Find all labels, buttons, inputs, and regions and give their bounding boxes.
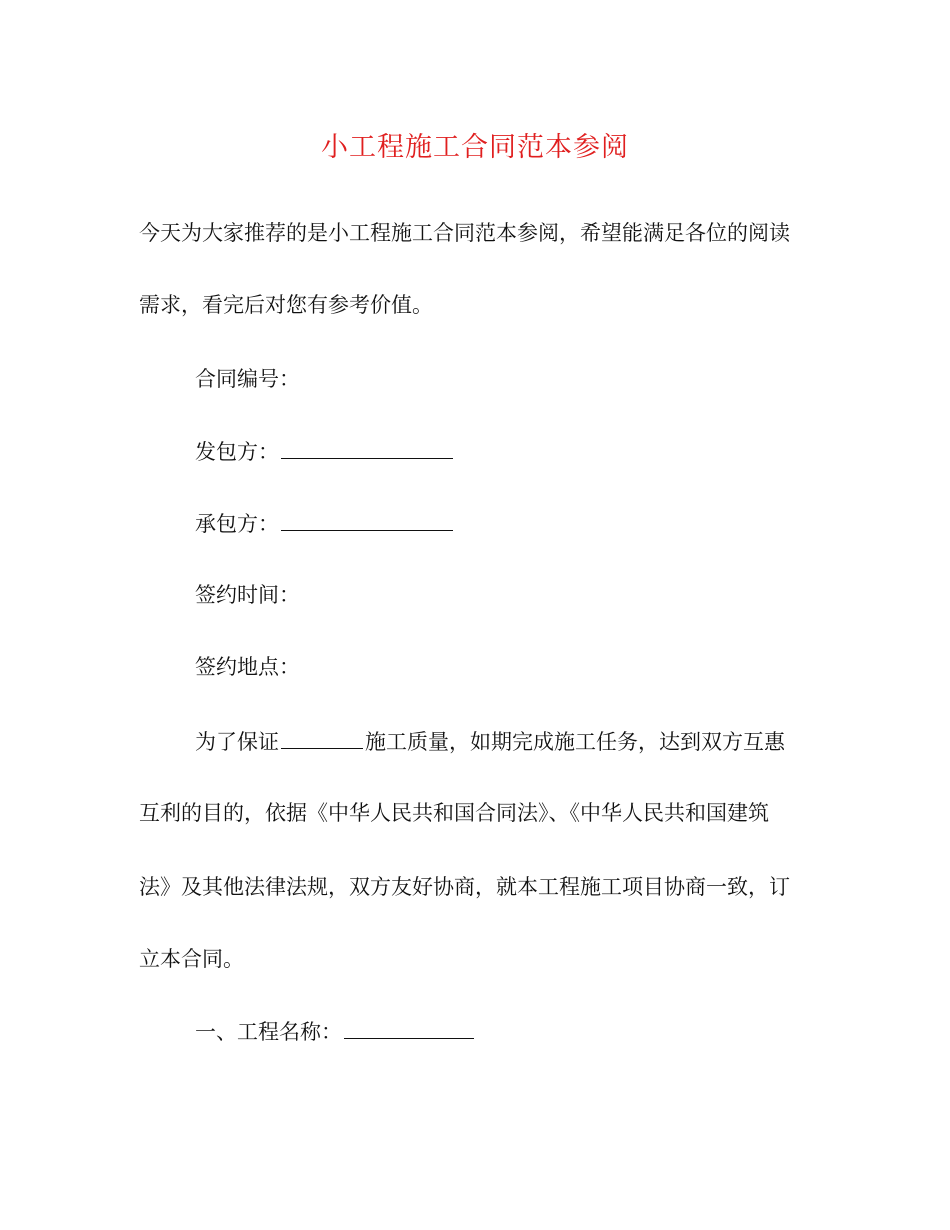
party-a-blank (281, 436, 453, 459)
section-1-row (195, 1016, 474, 1047)
party-b-row (195, 508, 453, 539)
project-name-blank (344, 1016, 474, 1039)
paragraph-1-line-4: 立本合同。 (139, 947, 244, 971)
paragraph-1-line-1 (195, 726, 785, 757)
sign-place-label: 签约地点： (195, 655, 300, 679)
paragraph-1-line-3: 法》及其他法律法规，双方友好协商，就本工程施工项目协商一致，订 (139, 875, 790, 899)
party-a-label: 发包方： (195, 440, 279, 464)
paragraph-1-line-2: 互利的目的，依据《中华人民共和国合同法》、《中华人民共和国建筑 (139, 801, 769, 825)
intro-line-1: 今天为大家推荐的是小工程施工合同范本参阅，希望能满足各位的阅读 (139, 221, 790, 245)
party-b-blank (281, 508, 453, 531)
project-blank (281, 726, 363, 749)
document-title: 小工程施工合同范本参阅 (321, 132, 629, 163)
party-a-row (195, 436, 453, 467)
section-1-label: 一、工程名称： (195, 1020, 342, 1044)
party-b-label: 承包方： (195, 512, 279, 536)
paragraph-1-line-1-start: 为了保证 (195, 730, 279, 754)
sign-time-label: 签约时间： (195, 583, 300, 607)
intro-line-2: 需求，看完后对您有参考价值。 (139, 293, 433, 317)
contract-number-label: 合同编号： (195, 367, 300, 391)
paragraph-1-line-1-end: 施工质量，如期完成施工任务，达到双方互惠 (365, 730, 785, 754)
